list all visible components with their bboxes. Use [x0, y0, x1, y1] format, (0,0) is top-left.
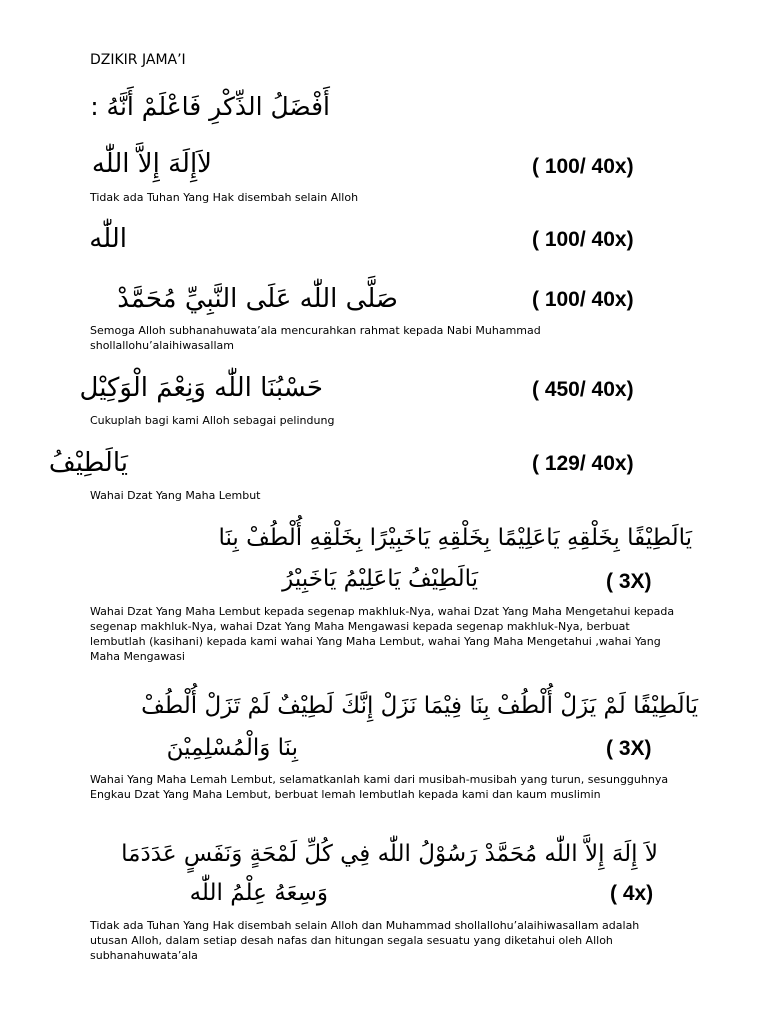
heading-arabic: أَفْضَلُ الذِّكْرِ فَاعْلَمْ أَنَّهُ : — [90, 92, 330, 121]
dzikir-7-arabic-line2: بِنَا وَالْمُسْلِمِيْنَ — [166, 735, 298, 761]
dzikir-1-translation: Tidak ada Tuhan Yang Hak disembah selain Alloh — [90, 191, 359, 204]
dzikir-7-translation: Wahai Yang Maha Lemah Lembut, selamatkanlah kami dari musibah-musibah yang turun, sesungguhnya Engkau Dzat Yang Maha Lembut, berbuat lemah lembutlah kepada kami dan kaum muslimin — [90, 773, 669, 801]
dzikir-4-translation: Cukuplah bagi kami Alloh sebagai pelindung — [90, 414, 335, 427]
dzikir-2-arabic: اللّٰه — [89, 224, 127, 254]
dzikir-8-translation: Tidak ada Tuhan Yang Hak disembah selain Alloh dan Muhammad shollallohu’alaihiwasallam adalah utusan Alloh, dalam setiap desah nafas dan hitungan segala sesuatu yang diketahui oleh Alloh subhanahuwata’ala — [90, 919, 640, 962]
dzikir-4-count: ( 450/ 40x) — [532, 378, 634, 401]
dzikir-5-count: ( 129/ 40x) — [532, 452, 634, 475]
dzikir-6-count: ( 3X) — [606, 570, 652, 593]
dzikir-3-translation: Semoga Alloh subhanahuwata’ala mencurahkan rahmat kepada Nabi Muhammad shollallohu’alaihiwasallam — [90, 324, 541, 352]
page-title: DZIKIR JAMA’I — [90, 52, 186, 68]
dzikir-1-arabic: لاَإِلَهَ إِلاَّ اللّٰه — [91, 149, 212, 179]
dzikir-6-arabic-line2: يَالَطِيْفُ يَاعَلِيْمُ يَاخَبِيْرُ — [282, 566, 478, 592]
dzikir-3-arabic: صَلَّى اللّٰه عَلَى النَّبِيِّ مُحَمَّدْ — [117, 284, 398, 314]
dzikir-3-count: ( 100/ 40x) — [532, 288, 634, 311]
dzikir-5-arabic: يَالَطِيْفُ — [48, 448, 128, 478]
dzikir-4-arabic: حَسْبُنَا اللّٰه وَنِعْمَ الْوَكِيْل — [79, 373, 323, 403]
dzikir-7-arabic-line1: يَالَطِيْفًا لَمْ يَزَلْ أُلْطُفْ بِنَا فِيْمَا نَزَلْ إِنَّكَ لَطِيْفٌ لَمْ تَزَلْ أُلْطُفْ — [141, 693, 698, 719]
dzikir-2-count: ( 100/ 40x) — [532, 228, 634, 251]
dzikir-6-arabic-line1: يَالَطِيْفًا بِخَلْقِهِ يَاعَلِيْمًا بِخَلْقِهِ يَاخَبِيْرًا بِخَلْقِهِ أُلْطُفْ بِنَا — [218, 525, 692, 551]
dzikir-7-count: ( 3X) — [606, 737, 652, 760]
dzikir-8-arabic-line1: لاَ إِلَهَ إِلاَّ اللّٰه مُحَمَّدْ رَسُوْلُ اللّٰه فِي كُلِّ لَمْحَةٍ وَنَفَسٍ عَدَدَمَا — [121, 841, 658, 867]
dzikir-6-translation: Wahai Dzat Yang Maha Lembut kepada segenap makhluk-Nya, wahai Dzat Yang Maha Mengetahui kepada segenap makhluk-Nya, wahai Dzat Yang Maha Mengawasi kepada segenap makhluk-Nya, berbuat lembutlah (kasihani) kepada kami wahai Yang Maha Lembut, wahai Yang Maha Mengetahui ,wahai Yang Maha Mengawasi — [90, 605, 675, 663]
dzikir-8-arabic-line2: وَسِعَهُ عِلْمُ اللّٰه — [189, 880, 328, 906]
dzikir-8-count: ( 4x) — [610, 882, 654, 905]
dzikir-1-count: ( 100/ 40x) — [532, 155, 634, 178]
dzikir-5-translation: Wahai Dzat Yang Maha Lembut — [90, 489, 261, 502]
